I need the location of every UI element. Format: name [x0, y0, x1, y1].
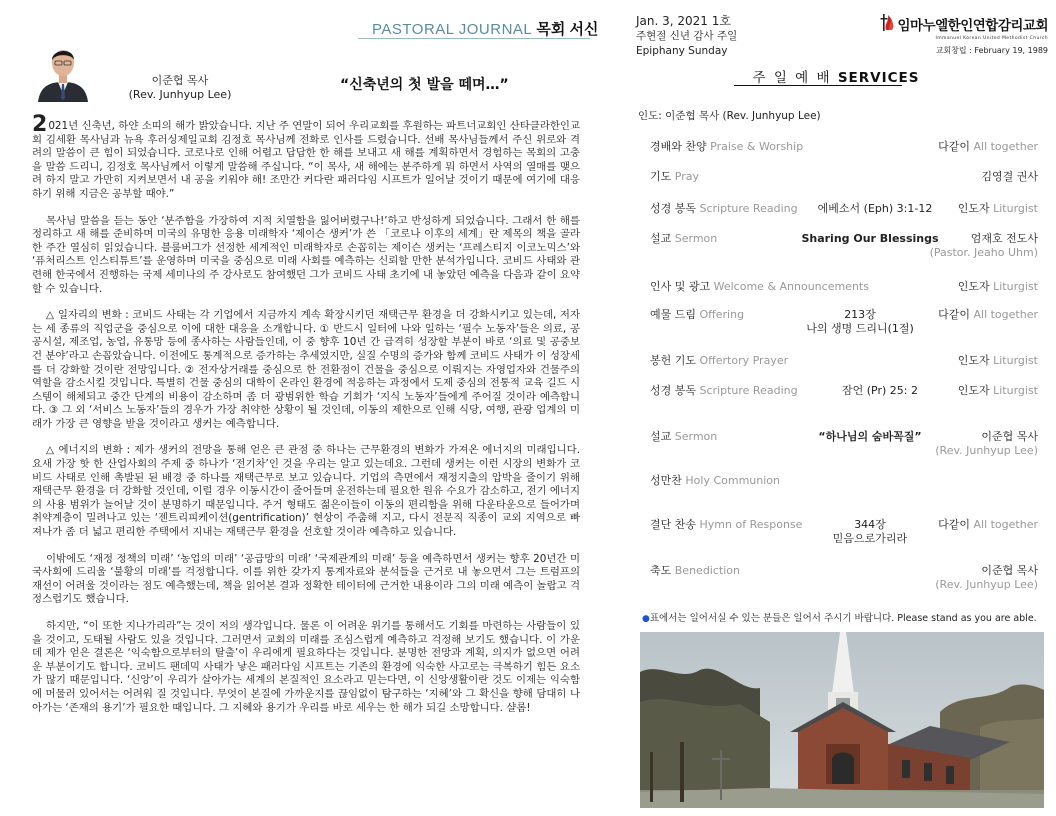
article-body	[32, 112, 580, 728]
paragraph-4: △ 에너지의 변화 : 제가 생커의 전망을 통해 얻은 큰 관점 중 하나는 근무환경의 변화가 가져온 에너지의 미래입니다. 요새 가장 핫 한 산업사회의 주제 중 하나가 ‘전기차’인 것을 우리는 알고 있는데요. 그런데 생커는 이런 시장의 변화가 코비드 사태로 인해 촉발된 된 배경 중 하나를 재택근무로 보고 있습니다. 기업의 측면에서 재정지출의 압박을 줄이기 위해 재택근무 환경을 더 강화할 것인데, 이럴 경우 이동시간이 줄어들며 운전하는데 필요한 원유 수요가 감소하고, 전기 에너지의 사용 범위가 늘어날 것이 분명하기 때문입니다. 주거 형태도 젊은이들이 이동의 편리함을 위해 다운타운으로 들어가며 취약계층이 밀려나고 있는 ‘젠트리피케이션(gentrification)’ 현상이 주춤해 지고, 다시 전문직 직종이 교외 지역으로 빠져나가 좀 더 넓고 편리한 주택에서 지내는 재택근무 환경을 선호할 것이라 예측하고 있습니다.	[32, 444, 580, 539]
order-item: 예물 드림 Offering 213장 나의 생명 드리니(1절) 다같이 All together	[650, 308, 1038, 335]
pastor-photo	[34, 38, 92, 102]
services-heading-kr: 주 일 예 배	[752, 70, 832, 86]
author-name-en: (Rev. Junhyup Lee)	[128, 88, 232, 101]
church-header	[880, 12, 1049, 56]
order-item: 경배와 찬양 Praise & Worship 다같이 All together	[650, 140, 1038, 153]
bulletin-date: Jan. 3, 2021 1호	[636, 14, 731, 28]
order-item: 설교 Sermon Sharing Our Blessings 엄재호 전도사 (Pastor. Jeaho Uhm)	[650, 232, 1038, 259]
paragraph-6: 하지만, “이 또한 지나가리라”는 것이 저의 생각입니다. 물론 이 어려운 위기를 통해서도 기회를 마련하는 사람들이 있을 것이고, 도태될 사람도 있을 것입니다. 그러면서 교회의 미래를 조심스럽게 예측하고 걱정해 보기도 했습니다. 이 가운데 제가 얻은 결론은 ‘익숙함으로부터의 탈출’이 우리에게 필요하다는 것입니다. 분명한 전망과 계획, 의지가 없으면 어려운 부분이기도 합니다. 코비드 팬데믹 사태가 낳은 패러다임 시프트는 기존의 환경에 익숙한 사고로는 극복하기 힘든 요소가 많기 때문입니다. ‘신앙’이 우리가 살아가는 세계의 본질적인 요소라고 믿는다면, 이 신앙생활이란 것도 이제는 익숙함에 머물러 있어서는 어려워 질 것입니다. 무엇이 본질에 가까운지를 끊임없이 탐구하는 ‘지혜’와 그 확신을 향해 담대히 나아가는 ‘존재의 용기’가 필요한 때입니다. 그 지혜와 용기가 우리를 바로 세우는 한 해가 되길 소망합니다. 샬롬!	[32, 620, 580, 714]
order-item: 설교 Sermon “하나님의 숨바꼭질” 이준협 목사 (Rev. Junhyup Lee)	[650, 430, 1038, 457]
worship-leader: 인도: 이준협 목사 (Rev. Junhyup Lee)	[638, 110, 821, 122]
order-item: 성만찬 Holy Communion	[650, 474, 780, 487]
journal-label-kr: 목회 서신	[536, 21, 599, 38]
author-name-kr: 이준협 목사	[151, 74, 209, 87]
standing-notice: ●표에서는 일어서실 수 있는 분들은 일어서 주시기 바랍니다. Please stand as you are able.	[642, 613, 1037, 624]
order-item: 성경 봉독 Scripture Reading 잠언 (Pr) 25: 2 인도자 Liturgist	[650, 384, 1038, 397]
services-divider	[734, 85, 902, 86]
paragraph-2: 목사님 말씀을 듣는 동안 ‘분주함을 가장하여 지적 치열함을 잃어버렸구나!’하고 반성하게 되었습니다. 그래서 한 해를 정리하고 새 해를 준비하며 미국의 유명한 응용 미래학자 ‘제이슨 생커’가 쓴 「코로나 이후의 세계」란 제목의 책을 골라 한 주간 열심히 읽었습니다. 블룸버그가 선정한 세계적인 미래학자로 손꼽히는 제이슨 생커는 ‘프레스티지 이코노믹스’와 ‘퓨처리스트 인스티튜트’를 운영하며 미국을 중심으로 미래 사회를 예측하는 신뢰할 만한 분석가입니다. 코비드 사태와 관련해 한국에서 진행하는 국제 세미나의 주 강사로도 참여했던 그가 코비드 사태 초기에 내 놓았던 예측을 다음과 같이 요약할 수 있습니다.	[32, 214, 580, 295]
worship-order-page	[630, 0, 1056, 816]
order-item: 봉헌 기도 Offertory Prayer 인도자 Liturgist	[650, 354, 1038, 367]
bulletin-occasion-en: Epiphany Sunday	[636, 45, 728, 57]
church-founded: 교회창립 : February 19, 1989	[935, 46, 1048, 55]
bulletin-date-block	[636, 14, 737, 59]
journal-divider	[358, 38, 590, 39]
bullet-dot-icon: ●	[642, 614, 650, 624]
order-item: 기도 Pray 김영결 권사	[650, 170, 1038, 183]
paragraph-3: △ 일자리의 변화 : 코비드 사태는 각 기업에서 지금까지 계속 확장시키던 재택근무 환경을 더 강화시키고 있는데, 저자는 세 종류의 직업군을 중심으로 이에 대한 대응을 소개합니다. ① 반드시 일터에 나와 일하는 ‘필수 노동자’들은 의료, 공공시설, 제조업, 농업, 유통망 등에 종사하는 사람들인데, 이 중 향후 10년 간 급격히 성장할 부분이 바로 ‘의료 및 공중보건 분야’라고 손꼽았습니다. 이전에도 통계적으로 증가하는 추세였지만, 실질 수명의 증가와 함께 코비드 사태가 이 성장세를 더 강화할 것이란 전망입니다. ② 전자상거래를 중심으로 한 전환점이 건물을 중심으로 이뤄지는 자영업자와 건물주의 역할을 감소시킬 것입니다. 특별히 건물 중심의 대학이 온라인 환경에 적응하는 과정에서 도제 중심의 전통적 교육 길드 시스템이 해체되고 중간 단계의 비용이 감소하며 좀 더 광범위한 학습 기회가 ‘지식 노동자’들에게 주어질 것이라 예측합니다. ③ 그 외 ‘서비스 노동자’들의 경우가 가장 취약한 상황이 될 것인데, 이동의 제한으로 인해 식당, 여행, 관광 업계의 미래가 가장 큰 영향을 받을 것이라고 생커는 예측합니다.	[32, 309, 580, 430]
order-item: 인사 및 광고 Welcome & Announcements 인도자 Liturgist	[650, 280, 1038, 293]
order-item: 결단 찬송 Hymn of Response 344장 믿음으로가리라 다같이 All together	[650, 518, 1038, 545]
paragraph-5: 이밖에도 ‘재정 정책의 미래’ ‘농업의 미래’ ‘공급망의 미래’ ‘국제관계의 미래’ 등을 예측하면서 생커는 향후 20년간 미국사회에 드리울 ‘불황의 미래’를 걱정합니다. 이를 위한 갖가지 통계자료와 분석들을 근거로 내 놓으면서 그는 트럼프의 재선이 어려울 것이라는 점도 예측했는데, 책을 읽어본 결과 정확한 테이터에 근거한 내용이라 그의 미래 예측이 놀랍고 걱정스럽기도 했습니다.	[32, 552, 580, 606]
order-item: 축도 Benediction 이준협 목사 (Rev. Junhyup Lee)	[650, 564, 1038, 591]
cross-and-flame-icon	[880, 12, 896, 36]
church-name-en: Immanuel Korean United Methodist Church	[935, 36, 1048, 41]
article-title: “신축년의 첫 발을 떼며…”	[340, 77, 509, 93]
drop-cap: 2	[32, 112, 48, 137]
church-name: 임마누엘한인연합감리교회	[897, 18, 1048, 34]
services-heading-en: SERVICES	[837, 70, 920, 86]
bulletin-occasion: 주현절 신년 감사 주일	[636, 30, 738, 42]
order-item: 성경 봉독 Scripture Reading 에베소서 (Eph) 3:1-12 인도자 Liturgist	[650, 202, 1038, 215]
author-byline	[110, 74, 250, 102]
paragraph-1: 2021년 신축년, 하얀 소띠의 해가 밝았습니다. 지난 주 연말이 되어 우리교회를 후원하는 파트너교회인 산타클라한인교회 김세환 목사님과 뉴욕 후러싱제일교회 김정호 목사님께 전화로 인사를 드렸습니다. 선배 목사님들께서 주신 위로와 격려의 말씀이 큰 힘이 되었습니다. 코로나로 인해 어렵고 답답한 한 해를 보내고 새 해를 계획하면서 경험하는 목회의 고충을 말씀 드리니, 김정호 목사님께서 이렇게 말씀해 주십니다. “이 목사, 새 해에는 분주하게 뭐 하면서 사역의 열매를 맺으려 하지 말고 가만히 지켜보면서 내 공을 키워야 해! 조만간 커다란 패러다임 시프트가 일어날 것이기 때문에 여기에 대응하기 위해 지금은 공부할 때야.”	[32, 112, 580, 200]
services-heading	[630, 66, 1042, 86]
church-building-photo	[640, 632, 1044, 808]
journal-heading	[372, 18, 599, 39]
journal-label: PASTORAL JOURNAL	[372, 21, 532, 38]
